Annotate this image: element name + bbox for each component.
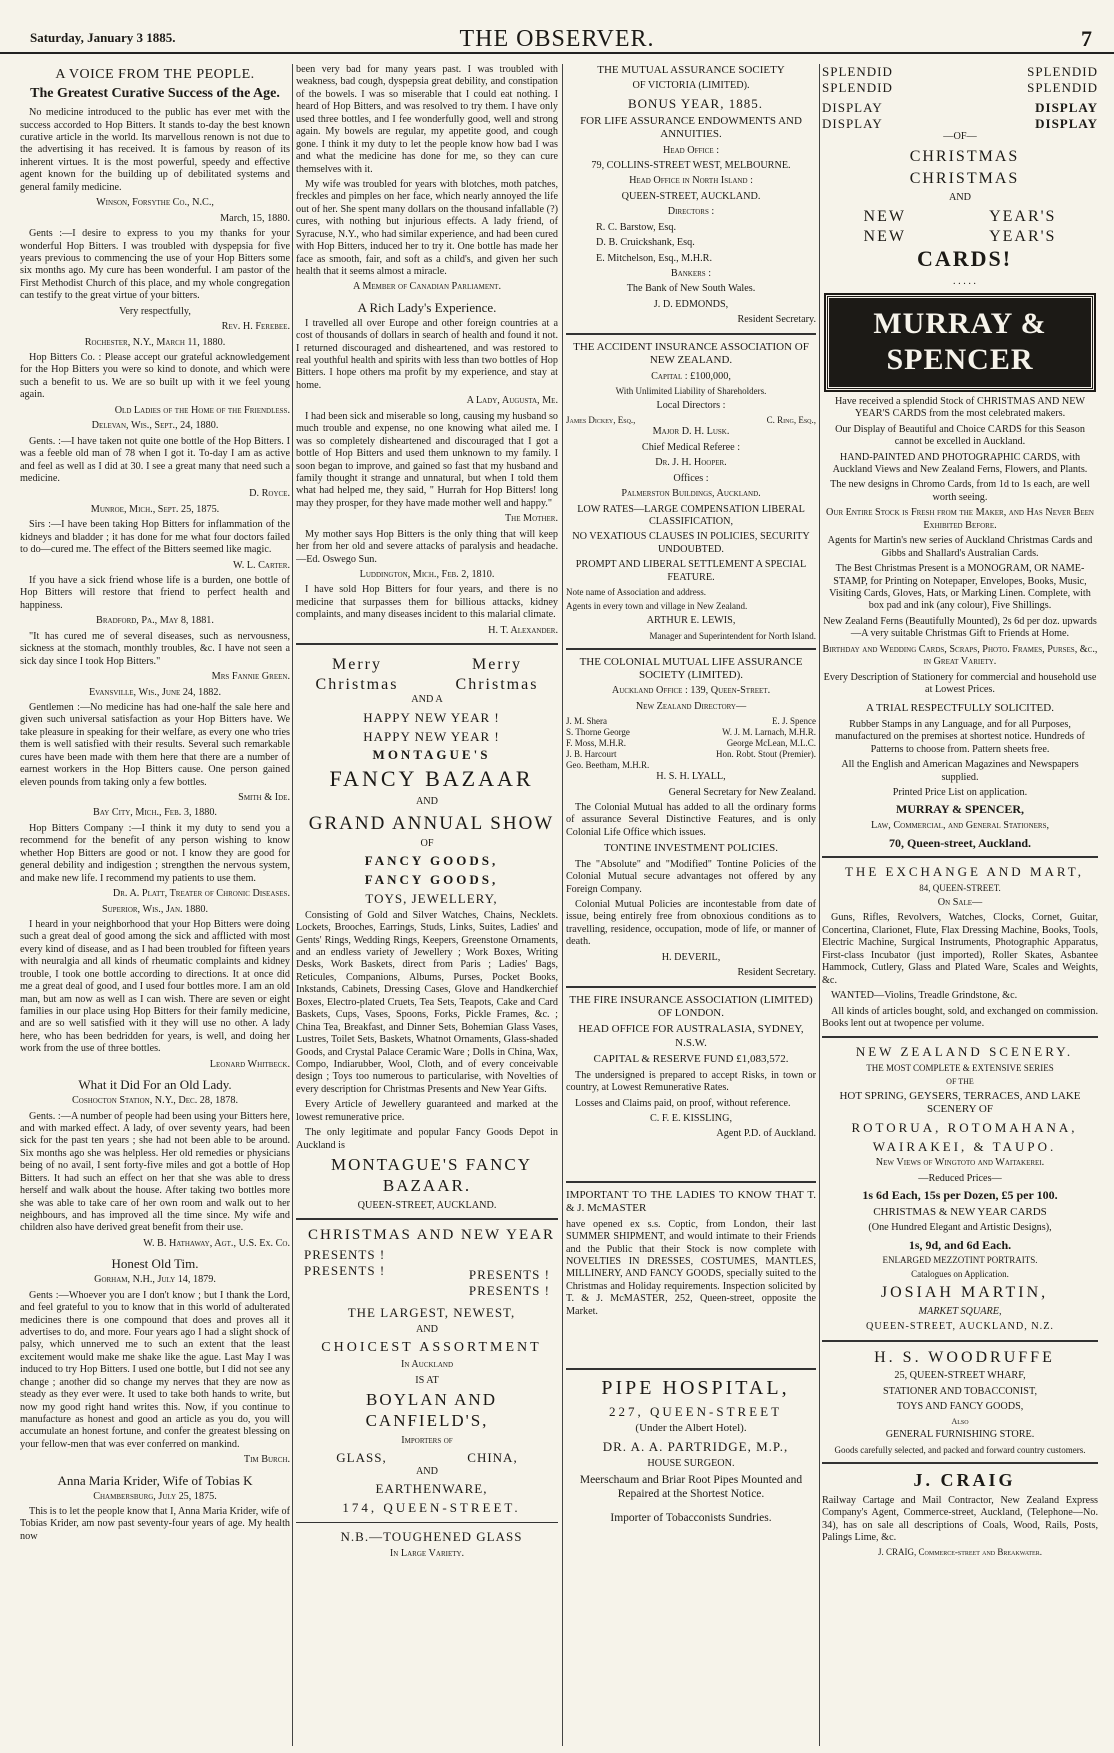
ad-line: Directors : (667, 206, 715, 218)
paragraph: Our Display of Beautiful and Choice CARDS for this Season cannot be excelled in Auckland. (835, 423, 1085, 448)
dateline: Munroe, Mich., Sept. 25, 1875. (90, 503, 220, 515)
ad-line: Agent P.D. of Auckland. (716, 1128, 816, 1140)
paragraph: My wife was troubled for years with blotches, moth patches, freckles and pimples on her face, which nearly annoyed the life out of her. She spent many dollars on the thousand infallable (?) cures, with nothing but injurious effects. A lady friend, of Syracuse, N.Y., who had similar experience, and had been cured with Hop Bitters, induced her to try it. One bottle has made her face as smooth, fair, and soft as a child's, and given her such health that it seems almost a miracle. (296, 178, 558, 277)
signature: W. B. Hathaway, Agt., U.S. Ex. Co. (143, 1237, 290, 1249)
divider (566, 1181, 816, 1183)
ad-line: 25, QUEEN-STREET WHARF, (894, 1370, 1026, 1382)
newspaper-title: THE OBSERVER. (459, 26, 655, 52)
paragraph: All the English and American Magazines and Newspapers supplied. (841, 759, 1079, 783)
divider (822, 1462, 1098, 1464)
advert-accident-insurance (566, 341, 816, 642)
paragraph: If you have a sick friend whose life is a burden, one bottle of Hop Bitters will restore that friend to perfect health and happiness. (20, 575, 290, 611)
paragraph: Gents. :—A number of people had been using your Bitters here, and with marked effect. A lady, of over seventy years, had been sick for the past ten years ; she had not been able to be around. Six months ago she was helpless. Her old remedies or physicians being of no avail, I sent forty-five miles and got a bottle of Hop Bitters. It had such an effect on her that she was able to dress herself and walk about the house. After taking two bottles more she was able to take care of her own room and walk out to her neighbours, and has improved all the time since. My wife and children also have derived great benefit from their use. (20, 1110, 290, 1234)
paragraph: Every Article of Jewellery guaranteed and marked at the lowest remunerative price. (296, 1099, 558, 1123)
ad-line: TOYS, JEWELLERY, (365, 890, 498, 906)
ad-line: PRESENTS ! (304, 1263, 386, 1279)
dateline: Delevan, Wis., Sept., 24, 1880. (91, 420, 219, 432)
ad-line: J. CRAIG, Commerce-street and Breakwater. (878, 1547, 1042, 1558)
ad-heading: FANCY BAZAAR (329, 766, 534, 792)
ad-line: George McLean, M.L.C. (726, 738, 816, 749)
dateline: Luddington, Mich., Feb. 2, 1810. (359, 569, 495, 581)
advert-fire-insurance (566, 994, 816, 1141)
ad-line: AND (415, 1465, 439, 1477)
ad-line: Note name of Association and address. (566, 587, 706, 598)
signature: A Lady, Augusta, Me. (466, 395, 558, 407)
paragraph: have opened ex s.s. Coptic, from London, their last SUMMER SHIPMENT, and would intimate to their Friends and the Public that their Stock is now complete with NOVELTIES IN DRESSES, COSTUMES, MANTLES, MILLINERY, AND FANCY GOODS, specially suited to the Christmas and Holiday requirements. Inspection solicited by T. & J. McMASTER, 252, Queen-street, opposite the Market. (566, 1218, 816, 1317)
paragraph: Agents for Martin's new series of Auckland Christmas Cards and Gibbs and Shallard's Australian Cards. (827, 535, 1093, 559)
ad-line: STATIONER AND TOBACCONIST, (883, 1385, 1037, 1397)
ad-heading: CARDS! (916, 246, 1013, 272)
divider (566, 1368, 816, 1370)
ad-line: 1s 6d Each, 15s per Dozen, £5 per 100. (862, 1188, 1058, 1203)
signature: Leonard Whitbeck. (209, 1058, 290, 1070)
advert-pipe-hospital (566, 1376, 816, 1525)
paragraph: The undersigned is prepared to accept Risks, in town or country, at Lowest Remunerative Rates. (566, 1069, 816, 1094)
paragraph: Losses and Claims paid, on proof, without reference. (575, 1097, 791, 1109)
paragraph: All kinds of articles bought, sold, and exchanged on commission. Books lent out at twopence per volume. (822, 1005, 1098, 1029)
ad-line: OF VICTORIA (LIMITED). (632, 80, 750, 92)
paragraph: I travelled all over Europe and other foreign countries at a cost of thousands of dollars in search of health and found it not. I returned discouraged and disheartened, and was restored to real youthful health and spirits with less than two bottles of Hop Bitters. I hope others ma profit by my experience, and stay at home. (296, 317, 558, 391)
dateline: Chambersburg, July 25, 1875. (93, 1490, 217, 1502)
ad-line: Head Office in North Island : (629, 175, 753, 187)
ad-line: BONUS YEAR, 1885. (628, 95, 763, 111)
ad-line: THE LARGEST, NEWEST, (347, 1304, 516, 1320)
advert-craig (822, 1470, 1098, 1559)
paragraph: HAND-PAINTED AND PHOTOGRAPHIC CARDS, with Auckland Views and New Zealand Ferns, Flowers, and Plants. (832, 451, 1088, 476)
ad-line: W. J. M. Larnach, M.H.R. (722, 727, 816, 738)
divider (296, 1218, 558, 1220)
ad-line: —OF— (943, 131, 977, 143)
ad-line: SPLENDID (822, 79, 893, 95)
ad-line: CHINA, (467, 1450, 518, 1466)
dateline: Winson, Forsythe Co., N.C., (96, 197, 214, 209)
ad-line: E. J. Spence (772, 716, 816, 727)
ad-heading: JOSIAH MARTIN, (880, 1284, 1049, 1302)
ad-line: NEW (863, 227, 906, 245)
column-3 (566, 64, 816, 1746)
ad-line: On Sale— (937, 897, 983, 908)
ad-line: The Bank of New South Wales. (626, 283, 756, 295)
article-title: Anna Maria Krider, Wife of Tobias K (57, 1472, 253, 1488)
ad-line: New Views of Wingtoto and Waitakerei. (875, 1157, 1045, 1169)
ad-line: OF THE (946, 1077, 974, 1087)
ad-line: 174, QUEEN-STREET. (342, 1500, 521, 1516)
ad-line: NO VEXATIOUS CLAUSES IN POLICIES, SECURITY UNDOUBTED. (572, 531, 810, 555)
dateline: March, 15, 1880. (220, 212, 290, 224)
paragraph: Printed Price List on application. (892, 787, 1028, 799)
article-subtitle: The Greatest Curative Success of the Age. (30, 86, 280, 102)
paragraph: Railway Cartage and Mail Contractor, New Zealand Express Company's Agent, Commerce-street, Auckland, (Telephone—No. 34), has on sale all descriptions of Coals, Wood, Rails, Posts, Palings Lime, &c. (822, 1494, 1098, 1544)
ad-line: TONTINE INVESTMENT POLICIES. (603, 842, 779, 855)
ad-line: WAIRAKEI, & TAUPO. (872, 1138, 1057, 1154)
ad-line: QUEEN-STREET, AUCKLAND. (357, 1199, 497, 1211)
ad-line: Head Office : (662, 144, 720, 156)
ad-line: N.B.—TOUGHENED GLASS (340, 1529, 523, 1545)
ad-line: CHRISTMAS (909, 170, 1020, 188)
ad-line: Meerschaum and Briar Root Pipes Mounted and Repaired at the Shortest Notice. (579, 1474, 803, 1501)
paragraph: WANTED—Violins, Treadle Grindstone, &c. (831, 990, 1018, 1002)
paragraph: Our Entire Stock is Fresh from the Maker, and Has Never Been Exhibited Before. (826, 507, 1094, 531)
ad-line: —Reduced Prices— (918, 1172, 1002, 1184)
ad-line: Local Directors : (656, 399, 726, 411)
ad-line: HEAD OFFICE FOR AUSTRALASIA, SYDNEY, N.S.W. (578, 1023, 804, 1049)
ad-line: Law, Commercial, and General Stationers, (870, 820, 1050, 832)
paragraph: Birthday and Wedding Cards, Scraps, Photo. Frames, Purses, &c., in Great Variety. (822, 643, 1098, 668)
ad-line: Capital : £100,000, (651, 370, 731, 382)
paragraph: The Colonial Mutual has added to all the ordinary forms of assurance Several Distinctive Features, and is only Colonial Life Office which issues. (566, 801, 816, 838)
ad-line: ARTHUR E. LEWIS, (646, 615, 736, 627)
ad-line: C. F. E. KISSLING, (649, 1112, 733, 1124)
ad-line: ENLARGED MEZZOTINT PORTRAITS. (882, 1255, 1038, 1266)
divider (822, 1340, 1098, 1342)
paragraph: I had been sick and miserable so long, causing my husband so much trouble and expense, no one knowing what ailed me. I was so completely disheartened and discouraged that I got a bottle of Hop Bitters and used them unknown to my family. I soon began to improve, and gained so fast that my husband and family thought it strange and unnatural, but when I told them what had helped me, they said, " Hurrah for Hop Bitters! long may they prosper, for they have made mother well and happy." (296, 410, 558, 509)
ad-line: With Unlimited Liability of Shareholders. (615, 386, 767, 397)
paragraph: Gents :—I desire to express to you my thanks for your wonderful Hop Bitters. I was troubled with dyspepsia for five years previous to commencing the use of your Hop Bitters some six months ago. My cure has been wonderful. I am pastor of the First Methodist Church of this place, and my whole congregation can testify to the great virtue of your bitters. (20, 228, 290, 302)
divider (566, 648, 816, 650)
ad-line: General Secretary for New Zealand. (668, 786, 816, 798)
ad-line: D. B. Cruickshank, Esq. (596, 237, 695, 249)
ad-line: IS AT (415, 1374, 439, 1386)
ad-line: HOUSE SURGEON. (647, 1457, 735, 1469)
ad-line: New Zealand Directory— (635, 700, 747, 712)
dateline: Gorham, N.H., July 14, 1879. (94, 1274, 216, 1286)
ad-line: Auckland Office : 139, Queen-Street. (611, 685, 771, 697)
advert-montagues-bazaar (296, 655, 558, 1212)
ad-heading: PIPE HOSPITAL, (601, 1377, 790, 1400)
signature: Old Ladies of the Home of the Friendless. (114, 404, 290, 416)
paragraph: The "Absolute" and "Modified" Tontine Policies of the Colonial Mutual secure advantages not offered by any Foreign Company. (566, 858, 816, 895)
ad-line: CHOICEST ASSORTMENT (321, 1340, 542, 1356)
ad-line: Importers of (401, 1434, 453, 1446)
dateline: Bay City, Mich., Feb. 3, 1880. (93, 807, 217, 819)
murray-spencer-logo: MURRAY & SPENCER (826, 295, 1094, 390)
advert-colonial-mutual (566, 656, 816, 980)
advert-nz-scenery (822, 1044, 1098, 1333)
paragraph: Rubber Stamps in any Language, and for all Purposes, manufactured on the premises at shortest notice. Hundreds of Patterns to choose from. Pattern sheets free. (835, 718, 1085, 755)
ad-heading: GRAND ANNUAL SHOW (308, 812, 555, 834)
ad-line: OF (420, 837, 434, 849)
ad-line: 1s, 9d, and 6d Each. (908, 1237, 1012, 1252)
ad-line: James Dickey, Esq., (566, 415, 636, 426)
signature: D. Royce. (249, 488, 290, 500)
column-4 (822, 64, 1098, 1746)
ad-line: AND A (411, 694, 443, 706)
paragraph: Guns, Rifles, Revolvers, Watches, Clocks, Cornet, Guitar, Concertina, Clarionet, Flute, Flax Dressing Machine, Books, Tools, Electric Machine, Surgical Instruments, Photographic Apparatus, First-class Incubator (just imported), Roller Skates, Asbantee Hammock, Cutlery, Glass and Plated Ware, Scales and Weights, &c. (822, 912, 1098, 986)
ad-line: J. D. EDMONDS, (653, 298, 729, 310)
paragraph: My mother says Hop Bitters is the only thing that will keep her from her old and severe attacks of paralysis and headache.—Ed. Oswego Sun. (296, 528, 558, 565)
paragraph: The new designs in Chromo Cards, from 1d to 1s each, are well worth seeing. (830, 479, 1090, 503)
paragraph: Every Description of Stationery for commercial and household use at Lowest Prices. (823, 671, 1097, 696)
ad-line: EARTHENWARE, (375, 1481, 488, 1497)
ad-line: AND (948, 191, 972, 203)
ad-line: QUEEN-STREET, AUCKLAND, N.Z. (866, 1321, 1054, 1333)
column-2 (296, 64, 558, 1746)
ad-heading: CHRISTMAS AND NEW YEAR (308, 1226, 555, 1243)
ad-line: DISPLAY (822, 99, 883, 115)
ad-line: Major D. H. Lusk. (652, 426, 730, 438)
ad-line: F. Moss, M.H.R. (566, 738, 627, 749)
ad-line: PRESENTS ! (468, 1267, 550, 1283)
merry-christmas-right: Merry Christmas (455, 656, 539, 693)
advert-mutual-assurance (566, 64, 816, 327)
ad-heading: BOYLAN AND CANFIELD'S, (365, 1390, 497, 1430)
ad-line: PRESENTS ! (304, 1247, 386, 1263)
ad-line: DISPLAY (1035, 99, 1098, 115)
ad-line: MONTAGUE'S (372, 747, 491, 763)
signature: Rev. H. Ferebee. (221, 321, 290, 333)
ad-line: S. Thorne George (566, 727, 630, 738)
advert-woodruffe (822, 1348, 1098, 1456)
ad-line: Dr. J. H. Hooper. (655, 457, 727, 469)
dateline: Coshocton Station, N.Y., Dec. 28, 1878. (72, 1095, 238, 1107)
signature: A Member of Canadian Parliament. (353, 281, 501, 293)
ad-line: DR. A. A. PARTRIDGE, M.P., (602, 1438, 789, 1454)
signature: W. L. Carter. (233, 559, 290, 571)
column-rule (562, 64, 563, 1746)
signature: Dr. A. Platt, Treater of Chronic Diseases. (112, 888, 290, 900)
ad-heading: NEW ZEALAND SCENERY. (855, 1044, 1074, 1060)
signature: Tim Burch. (243, 1454, 290, 1466)
ad-line: CAPITAL & RESERVE FUND £1,083,572. (593, 1053, 789, 1066)
dateline: Bradford, Pa., May 8, 1881. (96, 615, 214, 627)
page-number: 7 (1081, 26, 1092, 51)
advert-mcmaster (566, 1189, 816, 1318)
divider (822, 856, 1098, 858)
paragraph: Gents :—Whoever you are I don't know ; but I thank the Lord, and feel grateful to you to know that in this world of adulterated medicines there is one compound that does and proves all it advertises to do, and more. Four years ago I had a slight shock of palsy, which unnerved me to such an extent that the least excitement would make me shake like the ague. Last May I was induced to try Hop Bitters. I used one bottle, but I did not see any change ; another did so change my nerves that they are now as steady as they ever were. It used to take both hands to write, but now my good right hand writes this. Now, if you continue to manufacture as honest and good an article as you do, you will accumulate an honest fortune, and confer the greatest blessing on your fellow-men that was ever conferred on mankind. (20, 1289, 290, 1450)
dateline: Evansville, Wis., June 24, 1882. (88, 686, 222, 698)
ad-line: J. B. Harcourt (566, 749, 617, 760)
ad-line: Palmerston Buildings, Auckland. (621, 488, 761, 500)
paragraph: No medicine introduced to the public has ever met with the success accorded to Hop Bitters. It stands to-day the best known curative article in the world. Its marvellous renown is not due to the advertising it has received. It is famous by reason of its inherent virtues. It is the most powerful, speedy and effective agent known for the building up of debilitated systems and general family medicine. (20, 107, 290, 193)
issue-date: Saturday, January 3 1885. (30, 30, 176, 45)
ad-line: HAPPY NEW YEAR ! (363, 709, 500, 725)
ad-line: LOW RATES—LARGE COMPENSATION LIBERAL CLASSIFICATION, (577, 503, 805, 528)
paragraph: been very bad for many years past. I was troubled with weakness, bad cough, dyspepsia great debility, and constipation of the bowels. I was so miserable that I could eat nothing. I heard of Hop Bitters, and was resolved to try them. I have only used three bottles, and I fee wonderfully good, well and strong again. My bowels are regular, my appetite good, and cough gone. I think it my duty to let the people know how bad I was and what the medicine has done for me, so they can cure themselves with it. (296, 64, 558, 175)
ad-line: GENERAL FURNISHING STORE. (885, 1429, 1035, 1441)
column-1-hop-bitters (20, 64, 290, 1746)
signature: The Mother. (504, 513, 558, 525)
ad-line: In Auckland (400, 1359, 453, 1371)
merry-christmas-left: Merry Christmas (315, 656, 399, 693)
ad-line: FANCY GOODS, (364, 872, 499, 888)
ad-line: SPLENDID (822, 64, 893, 79)
ad-line: PROMPT AND LIBERAL SETTLEMENT A SPECIAL FEATURE. (575, 559, 807, 583)
ad-line: Bankers : (670, 268, 712, 280)
divider (296, 1522, 558, 1523)
dateline: Rochester, N.Y., March 11, 1880. (84, 336, 226, 348)
article-title: Honest Old Tim. (111, 1256, 199, 1272)
masthead (0, 0, 1114, 54)
ad-line: Chief Medical Referee : (641, 441, 741, 453)
ad-line: DISPLAY (1035, 115, 1098, 131)
paragraph: Gentlemen :—No medicine has had one-half the sale here and given such universal satisfaction as your Hop Bitters have. We take pleasure in speaking for their welfare, as every one who tries them is well satisfied with their results. Several such remarkable cures have been made with them here that there are a number of earnest workers in the Hop Bitters cause. One person gained eleven pounds from taking only a few bottles. (20, 701, 290, 788)
divider (566, 986, 816, 988)
ad-line: ROTORUA, ROTOMAHANA, (851, 1119, 1078, 1135)
paragraph: I heard in your neighborhood that your Hop Bitters were doing such a great deal of good among the sick and afflicted with most every kind of disease, and as I had been troubled for fifteen years with neuralgia and all kinds of rheumatic complaints and kidney trouble, I took one bottle according to directions. It at once did me a great deal of good, and I used four bottles more. I am an old man, but am now as well as I can wish. There are seven or eight families in our place using Hop Bitters for their family medicine, and are so well satisfied with it they will use no other. A lady here, who has been bedridden for years, is well, and doing her work from the use of three bottles. (20, 918, 290, 1055)
paragraph: Hop Bitters Co. : Please accept our grateful acknowledgement for the Hop Bitters you were so kind to donote, and which were such a benefit to us. We are so built up with it we feel young again. (20, 352, 290, 401)
closing: Very respectfully, (119, 305, 191, 317)
paragraph: Have received a splendid Stock of CHRISTMAS AND NEW YEAR'S CARDS from the most celebrated makers. (834, 395, 1086, 420)
advert-exchange-mart (822, 864, 1098, 1030)
ad-line: SPLENDID (1027, 79, 1098, 95)
paragraph: The Best Christmas Present is a MONOGRAM, OR NAME-STAMP, for Printing on Notepaper, Envelopes, Books, Music, Visiting Cards, Gloves, Hats, or Marking Linen. Complete, with box pad and ink (any colour), Five Shillings. (829, 563, 1091, 612)
ad-line: TOYS AND FANCY GOODS, (896, 1401, 1024, 1413)
ad-line: QUEEN-STREET, AUCKLAND. (621, 190, 761, 202)
ad-line: A TRIAL RESPECTFULLY SOLICITED. (866, 702, 1054, 715)
paragraph: Consisting of Gold and Silver Watches, Chains, Necklets. Lockets, Brooches, Earrings, Studs, Links, Suites, Ladies' and Gents' Rings, Wedding Rings, Keepers, Greenstone Ornaments, and an endless variety of Jewellery ; Work Boxes, Writing Desks, Work Baskets, direct from Paris ; Ladies' Bags, Reticules, Companions, Albums, Purses, Pocket Books, Inkstands, Cabinets, Dressing Cases, Glove and Handkerchief Boxes, Electro-plated Cruets, Tea Sets, Teapots, Cake and Card Baskets, Cups, Vases, Spoons, Forks, Pickle Frames, &c. ; China Tea, Breakfast, and Dinner Sets, Bohemian Glass Vases, Lustres, Toilet Sets, Baskets, Whatnot Ornaments, Glass-shaded Goods, and Crystal Palace Ceramic Ware ; Dolls in China, Wax, Compo, Indiarubber, Wool, Cloth, and of every conceivable design ; Toys too numerous to particularise, with Novelties of every description for Christmas Presents and New Year Gifts. (296, 909, 558, 1095)
paragraph: Colonial Mutual Policies are incontestable from date of issue, being entirely free from obnoxious conditions as to travelling, residence, occupation, mode of life, or manner of death. (566, 898, 816, 948)
ad-line: J. M. Shera (566, 716, 607, 727)
ad-heading: H. S. WOODRUFFE (874, 1348, 1055, 1366)
ad-line: CHRISTMAS & NEW YEAR CARDS (873, 1205, 1047, 1218)
paragraph: Gents. :—I have taken not quite one bottle of the Hop Bitters. I was a feeble old man of 78 when I got it. To-day I am as active and feel as well as I did at 30. I see a great many that need such a medicine. (20, 435, 290, 484)
ad-line: E. Mitchelson, Esq., M.H.R. (596, 252, 713, 264)
ad-line: 227, QUEEN-STREET (608, 1403, 783, 1419)
dateline: Superior, Wis., Jan. 1880. (101, 903, 209, 915)
ad-line: 70, Queen-street, Auckland. (888, 835, 1032, 850)
ad-heading: IMPORTANT TO THE LADIES TO KNOW THAT T. & J. McMASTER (566, 1188, 816, 1215)
ad-line: H. S. H. LYALL, (656, 771, 726, 783)
ad-heading: THE ACCIDENT INSURANCE ASSOCIATION OF NEW ZEALAND. (573, 340, 809, 367)
ad-line: Offices : (673, 472, 709, 484)
ad-line: Geo. Beetham, M.H.R. (566, 760, 650, 771)
ad-line: (One Hundred Elegant and Artistic Designs), (868, 1222, 1052, 1234)
ad-line: HAPPY NEW YEAR ! (363, 728, 500, 744)
ad-line: AND (415, 796, 439, 808)
divider (822, 1036, 1098, 1038)
paragraph: Hop Bitters Company :—I think it my duty to send you a recommend for the benefit of any person wishing to know whether Hop Bitters are good or not. I know they are good for general debility and indigestion ; strengthen the nervous system, and make new life. I recommend my patients to use them. (20, 822, 290, 884)
divider (566, 333, 816, 335)
paragraph: I have sold Hop Bitters for four years, and there is no medicine that surpasses them for billious attacks, kidney complaints, and many diseases incident to this malarial climate. (296, 584, 558, 621)
paragraph: "It has cured me of several diseases, such as nervousness, sickness at the stomach, monthly troubles, &c. I have not seen a sick day since I took Hop Bitters." (20, 630, 290, 667)
ad-line: Agents in every town and village in New Zealand. (566, 601, 748, 612)
ad-line: DISPLAY (822, 115, 883, 131)
ad-line: PRESENTS ! (468, 1283, 550, 1299)
advert-christmas-cards (822, 64, 1098, 850)
ad-heading: THE COLONIAL MUTUAL LIFE ASSURANCE SOCIETY (LIMITED). (579, 655, 803, 681)
ad-line: Hon. Robt. Stout (Premier). (716, 749, 816, 760)
ad-line: C. Ring, Esq., (766, 415, 816, 426)
ad-line: AND (415, 1323, 439, 1335)
ad-line: CHRISTMAS (909, 147, 1020, 165)
ad-line: (Under the Albert Hotel). (635, 1422, 747, 1435)
ad-line: Catalogues on Application. (911, 1269, 1009, 1280)
ad-line: MARKET SQUARE, (918, 1305, 1002, 1317)
column-rule (819, 64, 820, 1746)
ad-line: Importer of Tobacconists Sundries. (610, 1512, 772, 1525)
ad-line: In Large Variety. (389, 1548, 465, 1559)
ad-line: HOT SPRING, GEYSERS, TERRACES, AND LAKE SCENERY OF (839, 1089, 1081, 1116)
ad-line: NEW (863, 208, 906, 226)
article-title: A VOICE FROM THE PEOPLE. (55, 67, 255, 82)
ad-line: GLASS, (336, 1450, 387, 1466)
ad-heading: THE EXCHANGE AND MART, (844, 864, 1085, 880)
ad-line: 84, QUEEN-STREET. (919, 883, 1001, 894)
article-title: A Rich Lady's Experience. (357, 299, 497, 315)
paragraph: New Zealand Ferns (Beautifully Mounted), 2s 6d per doz. upwards—A very suitable Christmas Gift to Friends at Home. (823, 615, 1097, 640)
ad-line: Resident Secretary. (737, 314, 816, 326)
ad-line: Also (951, 1416, 969, 1426)
ad-heading: MONTAGUE'S FANCY BAZAAR. (330, 1155, 533, 1195)
ad-line: YEAR'S (989, 227, 1057, 245)
advert-boylan-canfield (296, 1226, 558, 1560)
ad-line: FOR LIFE ASSURANCE ENDOWMENTS AND ANNUITIES. (580, 114, 802, 141)
ad-line: SPLENDID (1027, 64, 1098, 79)
ad-line: 79, COLLINS-STREET WEST, MELBOURNE. (591, 159, 791, 171)
ad-line: FANCY GOODS, (364, 853, 499, 869)
ad-line: R. C. Barstow, Esq. (596, 221, 676, 233)
signature: H. T. Alexander. (488, 624, 558, 636)
paragraph: This is to let the people know that I, Anna Maria Krider, wife of Tobias Krider, am now past seventy-four years of age. My health now (20, 1506, 290, 1542)
ad-heading: THE FIRE INSURANCE ASSOCIATION (LIMITED) OF LONDON. (569, 993, 813, 1020)
ad-line: Manager and Superintendent for North Island. (649, 630, 816, 641)
divider (296, 643, 558, 645)
ad-line: Resident Secretary. (737, 967, 816, 979)
ad-line: YEAR'S (989, 208, 1057, 226)
paragraph: Sirs :—I have been taking Hop Bitters for inflammation of the kidneys and bladder ; it has done for me what four doctors failed to do—cured me. The effect of the Bitters seemed like magic. (20, 519, 290, 556)
ad-heading: J. CRAIG (913, 1469, 1016, 1490)
column-rule (292, 64, 293, 1746)
signature: Mrs Fannie Green. (211, 671, 290, 683)
ad-heading: THE MUTUAL ASSURANCE SOCIETY (597, 64, 785, 76)
article-title: What it Did For an Old Lady. (78, 1077, 232, 1093)
ad-line: MURRAY & SPENCER, (895, 802, 1025, 817)
ad-line: H. DEVERIL, (661, 951, 721, 963)
ad-line: THE MOST COMPLETE & EXTENSIVE SERIES (866, 1063, 1054, 1074)
paragraph: The only legitimate and popular Fancy Goods Depot in Auckland is (296, 1127, 558, 1151)
ad-line: Goods carefully selected, and packed and forward country customers. (834, 1444, 1086, 1455)
signature: Smith & Ide. (238, 792, 290, 804)
ad-line: . . . . . (953, 276, 976, 288)
